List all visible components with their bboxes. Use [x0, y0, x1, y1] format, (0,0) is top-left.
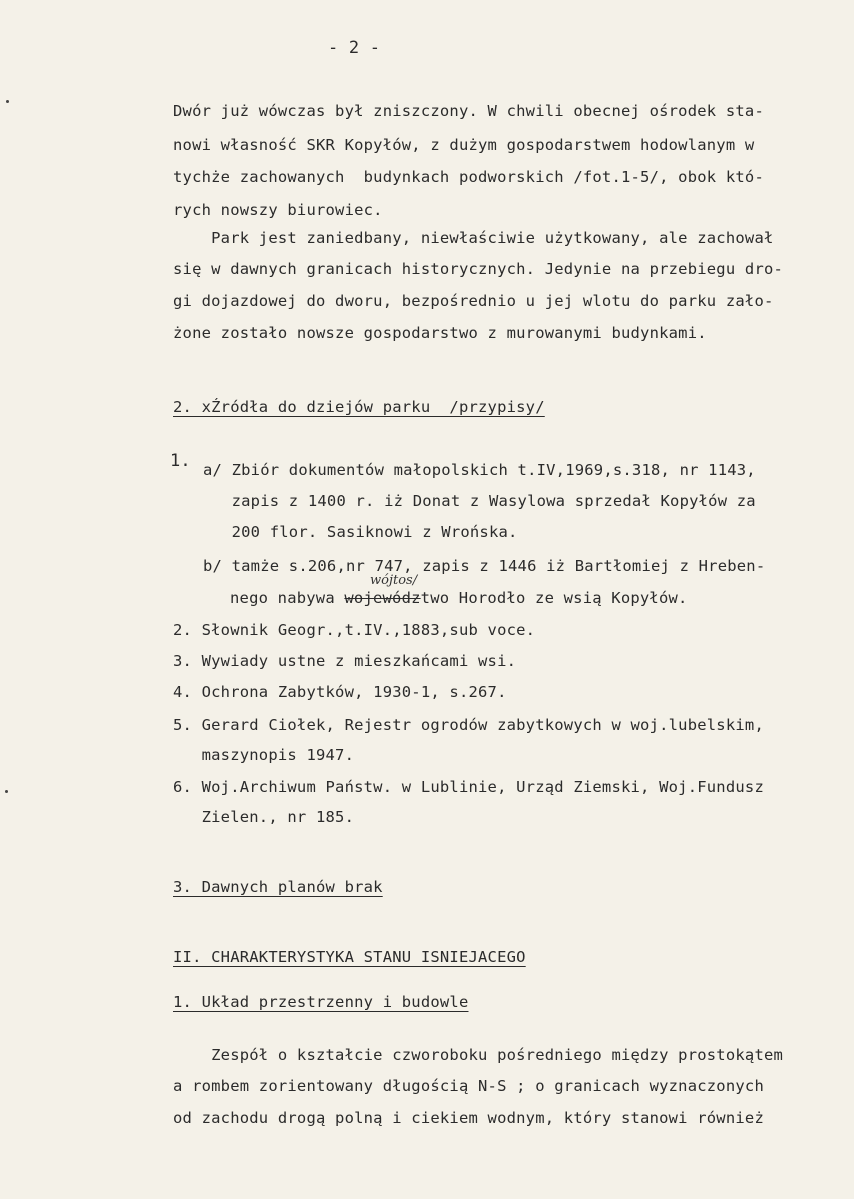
handwritten-correction: wójtos/ — [370, 573, 418, 588]
section-heading-plans: 3. Dawnych planów brak — [173, 878, 383, 896]
text-line: żone zostało nowsze gospodarstwo z murowanymi budynkami. — [173, 324, 707, 342]
text-line: rych nowszy biurowiec. — [173, 201, 383, 219]
margin-dot — [5, 790, 8, 793]
text-line: tychże zachowanych budynkach podworskich /fot.1-5/, obok któ- — [173, 168, 764, 186]
subsection-heading: 1. Układ przestrzenny i budowle — [173, 993, 469, 1011]
source-item: 2. Słownik Geogr.,t.IV.,1883,sub voce. — [173, 621, 536, 639]
source-1b-line — [230, 591, 688, 607]
page-number: - 2 - — [328, 38, 381, 58]
source-1a-line: zapis z 1400 r. iż Donat z Wasylowa sprzedał Kopyłów za — [203, 492, 756, 510]
text-line: gi dojazdowej do dworu, bezpośrednio u jej wlotu do parku zało- — [173, 292, 774, 310]
source-item: 3. Wywiady ustne z mieszkańcami wsi. — [173, 652, 517, 670]
source-item: Zielen., nr 185. — [173, 808, 355, 826]
text-segment: two Horodło ze wsią Kopyłów. — [420, 589, 688, 607]
source-item: maszynopis 1947. — [173, 746, 355, 764]
struck-text: wojewódz — [344, 589, 421, 607]
source-item: 4. Ochrona Zabytków, 1930-1, s.267. — [173, 683, 507, 701]
text-line: nowi własność SKR Kopyłów, z dużym gospodarstwem hodowlanym w — [173, 136, 755, 154]
text-line: od zachodu drogą polną i ciekiem wodnym, który stanowi również — [173, 1109, 764, 1127]
source-1b-line: b/ tamże s.206,nr 747, zapis z 1446 iż Bartłomiej z Hreben- — [203, 557, 766, 575]
chapter-heading: II. CHARAKTERYSTYKA STANU ISNIEJACEGO — [173, 948, 526, 966]
text-line: a rombem zorientowany długością N-S ; o granicach wyznaczonych — [173, 1077, 764, 1095]
text-line: Dwór już wówczas był zniszczony. W chwili obecnej ośrodek sta- — [173, 102, 764, 120]
text-segment: nego nabywa — [230, 589, 345, 607]
source-1a-line: 200 flor. Sasiknowi z Wrońska. — [203, 523, 518, 541]
section-heading-sources: 2. xŹródła do dziejów parku /przypisy/ — [173, 398, 545, 416]
text-line: Zespół o kształcie czworoboku pośredniego między prostokątem — [173, 1046, 784, 1064]
text-line: się w dawnych granicach historycznych. Jedynie na przebiegu dro- — [173, 260, 784, 278]
source-item: 6. Woj.Archiwum Państw. w Lublinie, Urząd Ziemski, Woj.Fundusz — [173, 778, 764, 796]
source-1a-line: a/ Zbiór dokumentów małopolskich t.IV,1969,s.318, nr 1143, — [203, 461, 756, 479]
source-item: 5. Gerard Ciołek, Rejestr ogrodów zabytkowych w woj.lubelskim, — [173, 716, 764, 734]
margin-dot — [6, 100, 9, 103]
source-number-1: 1. — [170, 451, 191, 471]
text-line: Park jest zaniedbany, niewłaściwie użytkowany, ale zachował — [173, 229, 774, 247]
